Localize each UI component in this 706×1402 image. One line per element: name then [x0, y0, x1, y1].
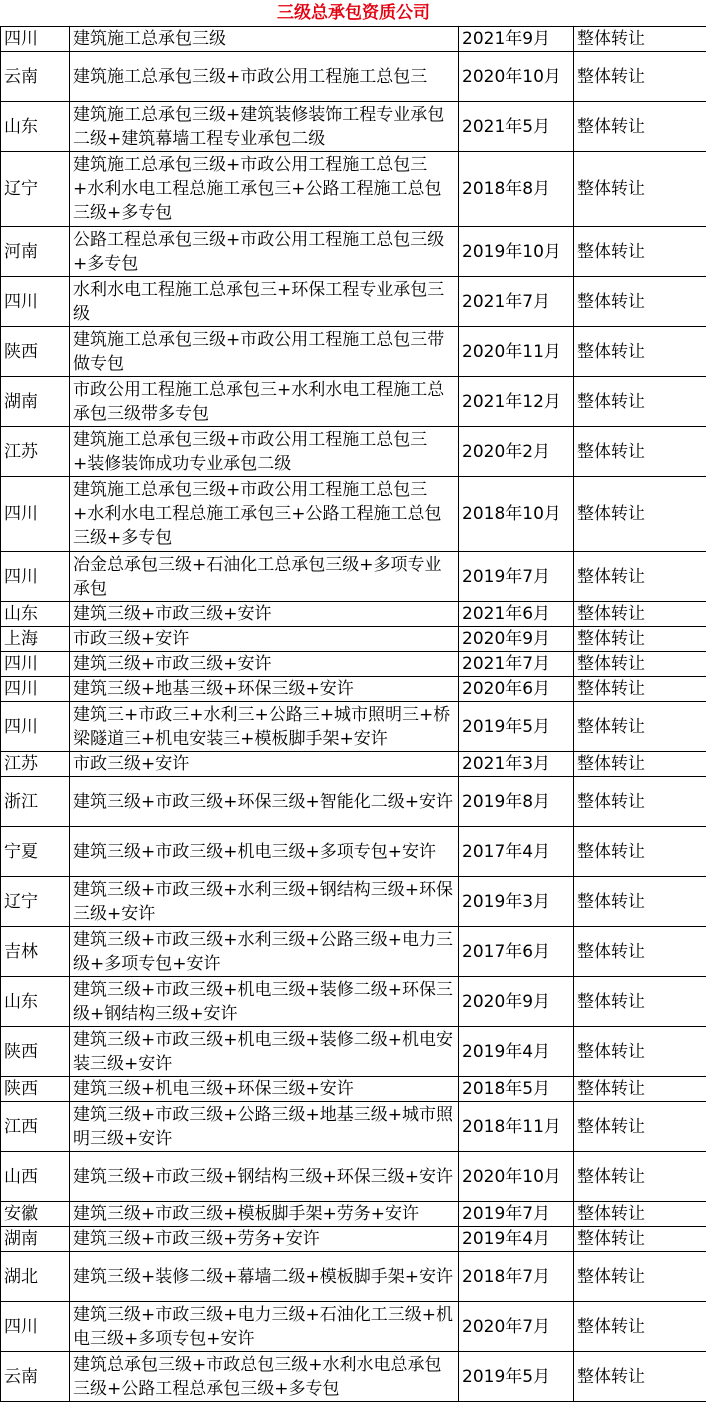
date-cell: 2021年12月 — [459, 377, 574, 427]
table-row — [1, 1077, 706, 1102]
province-cell: 河南 — [1, 227, 70, 277]
province-cell: 江西 — [1, 1102, 70, 1152]
province-cell: 辽宁 — [1, 877, 70, 927]
province-cell: 四川 — [1, 677, 70, 702]
table-row — [1, 1352, 706, 1402]
date-cell: 2019年4月 — [459, 1227, 574, 1252]
status-cell: 整体转让 — [574, 1227, 706, 1252]
qualification-cell: 建筑三级+市政三级+安许 — [70, 602, 459, 627]
table-row — [1, 102, 706, 152]
date-cell: 2019年5月 — [459, 702, 574, 752]
table-title: 三级总承包资质公司 — [1, 0, 706, 27]
qualification-cell: 市政三级+安许 — [70, 627, 459, 652]
status-cell: 整体转让 — [574, 277, 706, 327]
province-cell: 浙江 — [1, 777, 70, 827]
status-cell: 整体转让 — [574, 1252, 706, 1302]
qualification-cell: 建筑三级+市政三级+模板脚手架+劳务+安许 — [70, 1202, 459, 1227]
province-cell: 江苏 — [1, 752, 70, 777]
date-cell: 2020年7月 — [459, 1302, 574, 1352]
table-row — [1, 827, 706, 877]
table-row — [1, 977, 706, 1027]
status-cell: 整体转让 — [574, 702, 706, 752]
qualification-cell: 建筑三级+装修二级+幕墙二级+模板脚手架+安许 — [70, 1252, 459, 1302]
status-cell: 整体转让 — [574, 1202, 706, 1227]
qualification-cell: 建筑施工总承包三级+市政公用工程施工总包三+水利水电工程总施工承包三+公路工程施工总包三级+多专包 — [70, 152, 459, 227]
qualification-cell: 建筑三级+机电三级+环保三级+安许 — [70, 1077, 459, 1102]
province-cell: 山东 — [1, 102, 70, 152]
table-row — [1, 427, 706, 477]
qualification-cell: 建筑施工总承包三级+市政公用工程施工总包三带做专包 — [70, 327, 459, 377]
province-cell: 云南 — [1, 1352, 70, 1402]
status-cell: 整体转让 — [574, 152, 706, 227]
province-cell: 安徽 — [1, 1202, 70, 1227]
qualification-cell: 冶金总承包三级+石油化工总承包三级+多项专业承包 — [70, 552, 459, 602]
qualification-cell: 建筑三级+市政三级+公路三级+地基三级+城市照明三级+安许 — [70, 1102, 459, 1152]
qualification-cell: 建筑施工总承包三级+建筑装修装饰工程专业承包二级+建筑幕墙工程专业承包二级 — [70, 102, 459, 152]
date-cell: 2020年11月 — [459, 327, 574, 377]
table-row — [1, 552, 706, 602]
province-cell: 江苏 — [1, 427, 70, 477]
date-cell: 2017年4月 — [459, 827, 574, 877]
status-cell: 整体转让 — [574, 427, 706, 477]
table-row — [1, 752, 706, 777]
status-cell: 整体转让 — [574, 602, 706, 627]
qualification-cell: 建筑三级+市政三级+劳务+安许 — [70, 1227, 459, 1252]
province-cell: 四川 — [1, 702, 70, 752]
province-cell: 宁夏 — [1, 827, 70, 877]
status-cell: 整体转让 — [574, 752, 706, 777]
date-cell: 2020年10月 — [459, 52, 574, 102]
province-cell: 陕西 — [1, 1077, 70, 1102]
date-cell: 2018年8月 — [459, 152, 574, 227]
status-cell: 整体转让 — [574, 677, 706, 702]
date-cell: 2019年4月 — [459, 1027, 574, 1077]
date-cell: 2020年6月 — [459, 677, 574, 702]
status-cell: 整体转让 — [574, 1352, 706, 1402]
qualification-cell: 建筑三级+市政三级+水利三级+公路三级+电力三级+多项专包+安许 — [70, 927, 459, 977]
table-row — [1, 377, 706, 427]
province-cell: 湖南 — [1, 1227, 70, 1252]
qualification-cell: 建筑三级+市政三级+水利三级+钢结构三级+环保三级+安许 — [70, 877, 459, 927]
qualification-cell: 建筑三级+市政三级+机电三级+装修二级+机电安装三级+安许 — [70, 1027, 459, 1077]
table-row — [1, 27, 706, 52]
table-row — [1, 152, 706, 227]
province-cell: 四川 — [1, 27, 70, 52]
date-cell: 2020年9月 — [459, 627, 574, 652]
date-cell: 2019年3月 — [459, 877, 574, 927]
date-cell: 2021年9月 — [459, 27, 574, 52]
title-row — [1, 0, 706, 27]
status-cell: 整体转让 — [574, 1027, 706, 1077]
qualification-cell: 建筑三+市政三+水利三+公路三+城市照明三+桥梁隧道三+机电安装三+模板脚手架+安许 — [70, 702, 459, 752]
date-cell: 2017年6月 — [459, 927, 574, 977]
status-cell: 整体转让 — [574, 102, 706, 152]
qualification-cell: 建筑总承包三级+市政总包三级+水利水电总承包三级+公路工程总承包三级+多专包 — [70, 1352, 459, 1402]
province-cell: 山东 — [1, 602, 70, 627]
status-cell: 整体转让 — [574, 477, 706, 552]
date-cell: 2019年7月 — [459, 1202, 574, 1227]
qualification-cell: 建筑三级+地基三级+环保三级+安许 — [70, 677, 459, 702]
date-cell: 2018年5月 — [459, 1077, 574, 1102]
status-cell: 整体转让 — [574, 927, 706, 977]
table-row — [1, 277, 706, 327]
province-cell: 四川 — [1, 277, 70, 327]
qualification-cell: 建筑施工总承包三级+市政公用工程施工总包三+装修装饰成功专业承包二级 — [70, 427, 459, 477]
status-cell: 整体转让 — [574, 52, 706, 102]
date-cell: 2021年7月 — [459, 652, 574, 677]
table-row — [1, 702, 706, 752]
date-cell: 2020年2月 — [459, 427, 574, 477]
table-row — [1, 602, 706, 627]
table-row — [1, 927, 706, 977]
date-cell: 2021年7月 — [459, 277, 574, 327]
table-row — [1, 1102, 706, 1152]
date-cell: 2019年8月 — [459, 777, 574, 827]
date-cell: 2018年11月 — [459, 1102, 574, 1152]
qualification-cell: 公路工程总承包三级+市政公用工程施工总包三级+多专包 — [70, 227, 459, 277]
qualification-cell: 建筑三级+市政三级+机电三级+装修二级+环保三级+钢结构三级+安许 — [70, 977, 459, 1027]
date-cell: 2020年10月 — [459, 1152, 574, 1202]
status-cell: 整体转让 — [574, 652, 706, 677]
table-row — [1, 227, 706, 277]
date-cell: 2018年10月 — [459, 477, 574, 552]
table-row — [1, 652, 706, 677]
date-cell: 2021年5月 — [459, 102, 574, 152]
qualification-cell: 市政三级+安许 — [70, 752, 459, 777]
province-cell: 四川 — [1, 477, 70, 552]
qualification-cell: 建筑三级+市政三级+机电三级+多项专包+安许 — [70, 827, 459, 877]
status-cell: 整体转让 — [574, 1152, 706, 1202]
table-row — [1, 1252, 706, 1302]
province-cell: 山东 — [1, 977, 70, 1027]
date-cell: 2020年9月 — [459, 977, 574, 1027]
table-row — [1, 327, 706, 377]
status-cell: 整体转让 — [574, 877, 706, 927]
province-cell: 辽宁 — [1, 152, 70, 227]
date-cell: 2019年7月 — [459, 552, 574, 602]
status-cell: 整体转让 — [574, 627, 706, 652]
province-cell: 吉林 — [1, 927, 70, 977]
date-cell: 2019年10月 — [459, 227, 574, 277]
qualification-cell: 建筑施工总承包三级+市政公用工程施工总包三+水利水电工程总施工承包三+公路工程施工总包三级+多专包 — [70, 477, 459, 552]
table-row — [1, 877, 706, 927]
qualification-cell: 建筑三级+市政三级+电力三级+石油化工三级+机电三级+多项专包+安许 — [70, 1302, 459, 1352]
qualification-cell: 建筑三级+市政三级+安许 — [70, 652, 459, 677]
table-row — [1, 1302, 706, 1352]
qualification-cell: 建筑三级+市政三级+环保三级+智能化二级+安许 — [70, 777, 459, 827]
province-cell: 湖北 — [1, 1252, 70, 1302]
status-cell: 整体转让 — [574, 377, 706, 427]
date-cell: 2018年7月 — [459, 1252, 574, 1302]
qualification-cell: 建筑施工总承包三级 — [70, 27, 459, 52]
province-cell: 湖南 — [1, 377, 70, 427]
table-row — [1, 477, 706, 552]
status-cell: 整体转让 — [574, 777, 706, 827]
province-cell: 山西 — [1, 1152, 70, 1202]
status-cell: 整体转让 — [574, 227, 706, 277]
status-cell: 整体转让 — [574, 977, 706, 1027]
table-row — [1, 1202, 706, 1227]
province-cell: 陕西 — [1, 1027, 70, 1077]
province-cell: 上海 — [1, 627, 70, 652]
status-cell: 整体转让 — [574, 27, 706, 52]
date-cell: 2019年5月 — [459, 1352, 574, 1402]
table-body — [1, 27, 706, 1402]
date-cell: 2021年3月 — [459, 752, 574, 777]
date-cell: 2021年6月 — [459, 602, 574, 627]
table-row — [1, 777, 706, 827]
status-cell: 整体转让 — [574, 1077, 706, 1102]
qualification-cell: 水利水电工程施工总承包三+环保工程专业承包三级 — [70, 277, 459, 327]
qualification-cell: 建筑施工总承包三级+市政公用工程施工总包三 — [70, 52, 459, 102]
province-cell: 四川 — [1, 552, 70, 602]
table-row — [1, 1027, 706, 1077]
qualification-cell: 建筑三级+市政三级+钢结构三级+环保三级+安许 — [70, 1152, 459, 1202]
table-row — [1, 627, 706, 652]
province-cell: 四川 — [1, 1302, 70, 1352]
status-cell: 整体转让 — [574, 827, 706, 877]
qualification-cell: 市政公用工程施工总承包三+水利水电工程施工总承包三级带多专包 — [70, 377, 459, 427]
province-cell: 陕西 — [1, 327, 70, 377]
table-row — [1, 677, 706, 702]
province-cell: 云南 — [1, 52, 70, 102]
status-cell: 整体转让 — [574, 552, 706, 602]
table-row — [1, 1227, 706, 1252]
status-cell: 整体转让 — [574, 327, 706, 377]
table-row — [1, 52, 706, 102]
table-row — [1, 1152, 706, 1202]
status-cell: 整体转让 — [574, 1302, 706, 1352]
status-cell: 整体转让 — [574, 1102, 706, 1152]
province-cell: 四川 — [1, 652, 70, 677]
